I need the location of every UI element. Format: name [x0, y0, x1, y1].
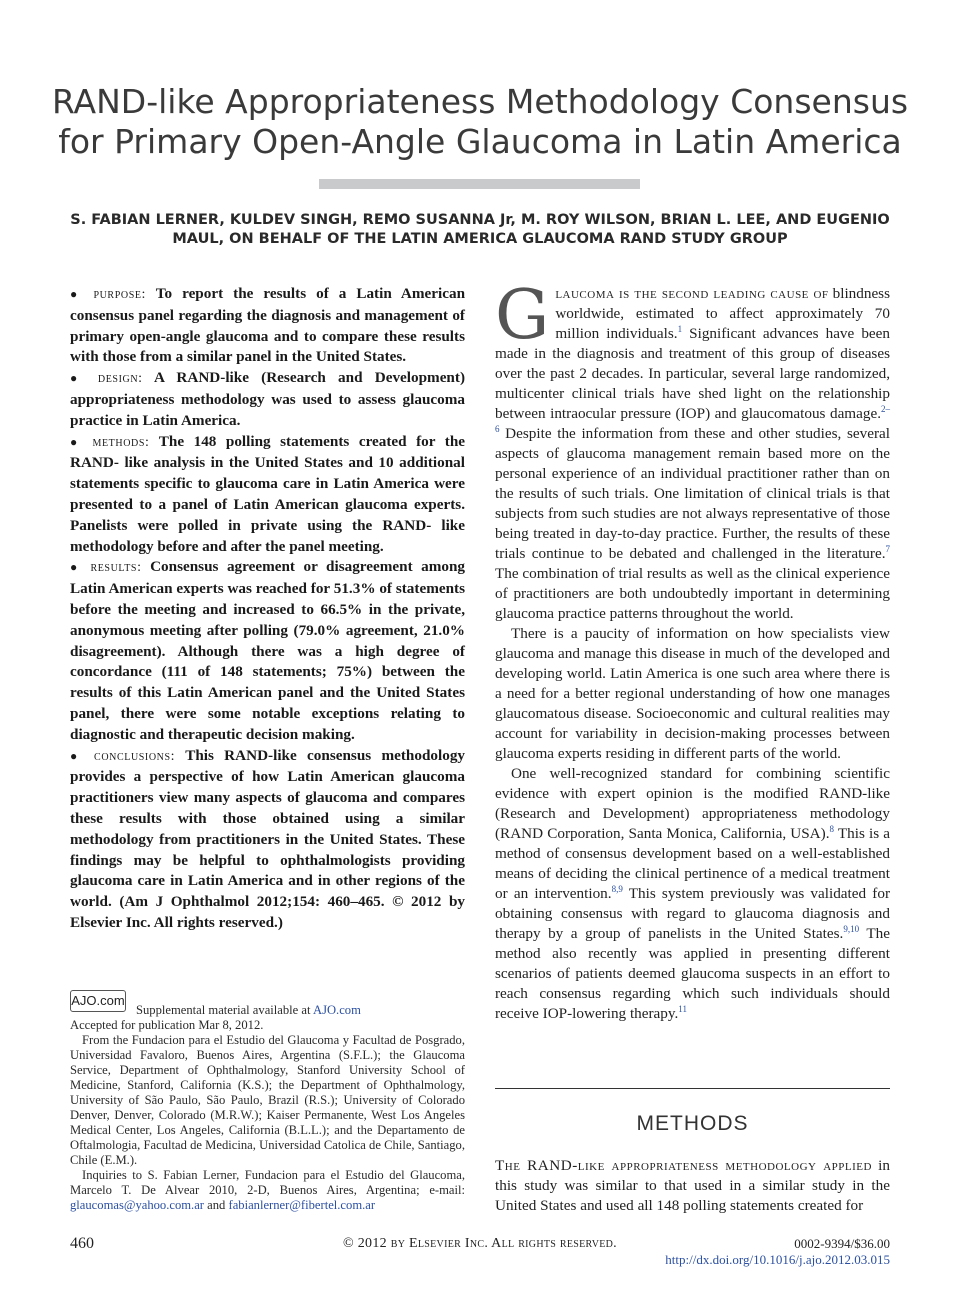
supplemental-note	[70, 1003, 465, 1018]
abstract-design	[70, 368, 465, 431]
bullet-icon: ●	[70, 434, 83, 449]
page-number: 460	[70, 1235, 94, 1252]
ref-link[interactable]: 8	[829, 823, 834, 834]
methods-heading: METHODS	[636, 1112, 749, 1135]
intro-text-a: blindness worldwide, estimated to affect approximately 70 million individuals.	[555, 285, 891, 342]
ref-link[interactable]: 7	[885, 543, 890, 554]
copyright: © 2012 by Elsevier Inc. All rights reserved.	[343, 1236, 617, 1251]
affiliations: From the Fundacion para el Estudio del Glaucoma y Facultad de Posgrado, Universidad Favaloro, Buenos Aires, Argentina (S.F.L.); the Glaucoma Service, Department of Ophthalmology, Stanford University School of Medicine, Stanford, California (K.S.); the Department of Ophthalmology, University of São Paulo, São Paulo, Brazil (R.S.); University of Colorado Denver, Denver, Colorado (M.R.W.); Kaiser Permanente, West Los Angeles Medical Center, Los Angeles, California (B.L.L.); and the Departamento de Oftalmologia, Facultad de Medicina, Universidad Catolica de Chile, Santiago, Chile (E.M.).	[70, 1033, 465, 1167]
purpose-label: purpose:	[93, 287, 147, 302]
supplemental-text: Supplemental material available at	[136, 1003, 311, 1017]
inquiries-text: Inquiries to S. Fabian Lerner, Fundacion para el Estudio del Glaucoma, Marcelo T. De Alvear 2010, 2-D, Buenos Aires, Argentina; e-mail:	[70, 1168, 465, 1197]
p3-text-c: This system previously was validated for obtaining consensus with regard to glaucoma diagnosis and therapy by a group of panelists in the United States.	[495, 885, 890, 942]
p3-text-a: One well-recognized standard for combining scientific evidence with expert opinion is the modified RAND-like (Research and Development) appropriateness methodology (RAND Corporation, Santa Monica, California, USA).	[495, 765, 890, 842]
methods-lead: The RAND-like appropriateness methodology applied	[495, 1157, 872, 1174]
article-title: RAND-like Appropriateness Methodology Consensus for Primary Open-Angle Glaucoma in Latin America	[51, 82, 909, 161]
conclusions-label: conclusions:	[94, 748, 176, 764]
ref-link[interactable]: 2–6	[495, 403, 890, 434]
intro-text-c: Despite the information from these and other studies, several aspects of glaucoma management remain based more on the personal experience of an individual practitioner rather than on the results of such trials. One limitation of clinical trials is that subjects from such studies are not always representative of those being treated in day-to-day practice. Further, the results of these trials continue to be debated and challenged in the literature.	[495, 425, 890, 562]
intro-paragraph-1	[495, 276, 891, 624]
bullet-icon: ●	[70, 371, 86, 386]
accepted-date: Accepted for publication Mar 8, 2012.	[70, 1018, 264, 1032]
bullet-icon: ●	[70, 287, 84, 301]
abstract-results	[70, 557, 465, 745]
and-text: and	[207, 1198, 226, 1212]
p3-text-d: The method also recently was applied in presenting different scenarios of patients deemed glaucoma suspects in an effort to reach consensus regarding which such individuals should receive IOP-lowering therapy.	[495, 925, 891, 1022]
inquiries	[70, 1168, 465, 1213]
abstract-conclusions	[70, 746, 465, 934]
bullet-icon: ●	[70, 560, 82, 575]
methods-text: The 148 polling statements created for the RAND- like analysis in the United States and 10 additional statements specific to glaucoma care in Latin America were presented to a panel of Latin American glaucoma experts. Panelists were polled in private using the RAND- like methodology before and after the panel meeting.	[70, 432, 466, 555]
ref-link[interactable]: 8,9	[611, 883, 623, 894]
methods-paragraph	[495, 1156, 890, 1216]
abstract-purpose	[70, 284, 465, 368]
intro-text-d: The combination of trial results as well as the clinical experience of practitioners are both undoubtedly important in determining glaucoma practice patterns throughout the world.	[495, 565, 890, 622]
issn: 0002-9394/$36.00	[794, 1236, 890, 1251]
intro-paragraph-3	[495, 764, 890, 1024]
abstract-methods	[70, 432, 465, 558]
drop-cap: G	[495, 276, 550, 355]
email-link-1[interactable]: glaucomas@yahoo.com.ar	[70, 1198, 204, 1212]
abstract	[70, 284, 465, 934]
abstract-citation: (Am J Ophthalmol 2012;154: 460–465. © 2012 by Elsevier Inc. All rights reserved.)	[70, 893, 465, 931]
methods-body: in this study was similar to that used in a similar study in the United States and used all 148 polling statements created for	[495, 1157, 890, 1214]
intro-paragraph-2: There is a paucity of information on how specialists view glaucoma and manage this disease in much of the developed and developing world. Latin America is one such area where there is a need for a better regional understanding of how one manages glaucomatous disease. Socioeconomic and cultural realities may account for variability in decision-making processes between glaucoma experts residing in different parts of the world.	[495, 625, 890, 762]
section-rule	[495, 1088, 890, 1089]
methods-label: methods:	[92, 434, 150, 450]
doi-link[interactable]: http://dx.doi.org/10.1016/j.ajo.2012.03.015	[665, 1252, 890, 1267]
intro-text-b: Significant advances have been made in the diagnosis and treatment of this group of diseases over the past 2 decades. In particular, several large randomized, multicenter clinical trials have shed light on the relationship between intraocular pressure (IOP) and glaucomatous damage.	[495, 325, 891, 422]
ajo-logo: AJO.com	[70, 990, 126, 1012]
ref-link[interactable]: 1	[677, 323, 683, 334]
purpose-text: To report the results of a Latin American consensus panel regarding the diagnosis and management of primary open-angle glaucoma and to compare these results with those from a similar panel in the United States.	[70, 285, 466, 366]
author-list: S. FABIAN LERNER, KULDEV SINGH, REMO SUSANNA Jr, M. ROY WILSON, BRIAN L. LEE, AND EUGENIO MAUL, ON BEHALF OF THE LATIN AMERICA GLAUCOMA RAND STUDY GROUP	[70, 212, 890, 247]
bullet-icon: ●	[70, 748, 84, 763]
ref-link[interactable]: 11	[678, 1003, 687, 1014]
design-label: design:	[97, 371, 143, 387]
intro-lead: laucoma is the second leading cause of	[555, 285, 829, 302]
title-divider	[319, 179, 640, 189]
supplemental-link[interactable]: AJO.com	[312, 1003, 361, 1017]
conclusions-text: This RAND-like consensus methodology provides a perspective of how Latin American glaucoma practitioners view many aspects of glaucoma and compares these results with those obtained using a similar methodology from practitioners in the United States. These findings may be helpful to ophthalmologists providing glaucoma care in Latin America and in other regions of the world.	[70, 746, 466, 911]
body-column	[495, 276, 891, 1024]
results-label: results:	[90, 560, 142, 576]
footnotes	[70, 1003, 465, 1213]
email-link-2[interactable]: fabianlerner@fibertel.com.ar	[228, 1198, 376, 1212]
ref-link[interactable]: 9,10	[843, 923, 860, 934]
results-text: Consensus agreement or disagreement among Latin American experts was reached for 51.3% of statements before the meeting and increased to 66.5% in the private, anonymous meeting after polling (79.0% agreement, 21.0% disagreement). Although there was a high degree of concordance (111 of 148 statements; 75%) between the results of this Latin American panel and the United States panel, there were some notable exceptions relating to diagnostic and therapeutic decision making.	[70, 558, 466, 743]
p3-text-b: This is a method of consensus development based on a well-established means of deciding the clinical pertinence of a medical treatment or an intervention.	[495, 825, 890, 902]
design-text: A RAND-like (Research and Development) appropriateness methodology was used to assess glaucoma practice in Latin America.	[70, 369, 465, 429]
